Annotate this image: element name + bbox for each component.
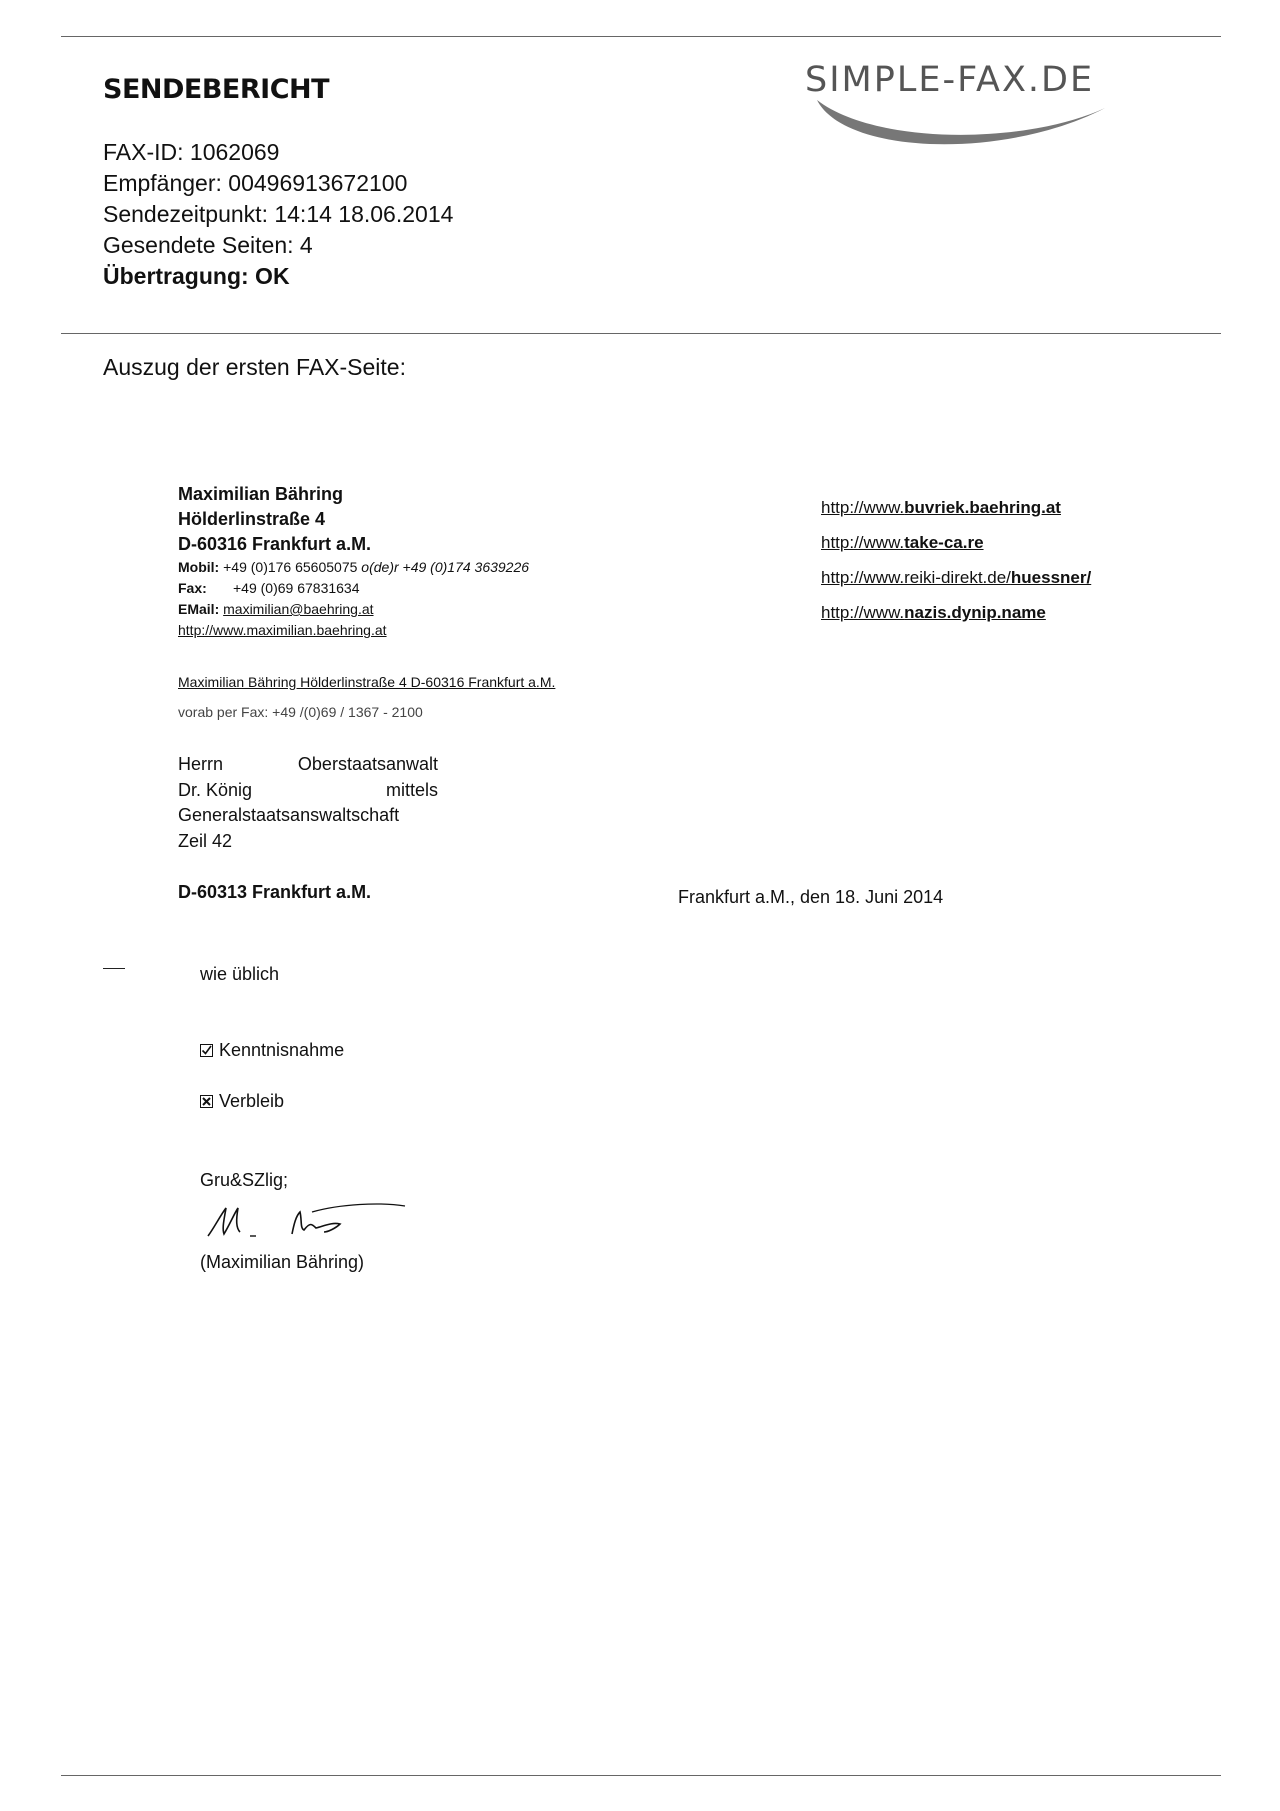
return-address: Maximilian Bähring Hölderlinstraße 4 D-60316 Frankfurt a.M. [178,674,556,690]
sender-mobil [178,557,529,578]
vorab-fax: vorab per Fax: +49 /(0)69 / 1367 - 2100 [178,704,423,720]
link-item[interactable]: http://www.buvriek.baehring.at [821,498,1061,517]
logo-swoosh-icon [805,60,1215,160]
kenntnisnahme-label: Kenntnisnahme [219,1040,345,1060]
check-icon [200,1044,213,1057]
checkbox-verbleib [200,1091,284,1112]
verbleib-label: Verbleib [219,1091,285,1111]
recipient-line-4: Zeil 42 [178,830,233,851]
cross-box-icon [200,1095,213,1108]
sender-website-link[interactable]: http://www.maximilian.baehring.at [178,622,387,638]
greeting: Gru&SZlig; [200,1170,289,1190]
excerpt-label: Auszug der ersten FAX-Seite: [103,354,406,380]
recipient-number: Empfänger: 00496913672100 [103,170,408,196]
subject-line: wie üblich [200,964,280,984]
link-item[interactable]: http://www.take-ca.re [821,533,984,552]
handwritten-signature [200,1196,410,1246]
mobil-alt: o(de)r +49 (0)174 3639226 [361,559,530,575]
bottom-divider [61,1775,1221,1776]
letter-date: Frankfurt a.M., den 18. Juni 2014 [678,887,944,907]
sender-city: D-60316 Frankfurt a.M. [178,534,372,554]
dash-mark [103,968,125,969]
recipient-address [178,752,438,854]
sender-email [178,599,529,620]
logo-text: SIMPLE-FAX.DE [805,60,1095,100]
report-meta [103,137,453,292]
report-title: SENDEBERICHT [103,74,330,105]
link-item[interactable]: http://www.reiki-direkt.de/huessner/ [821,568,1092,587]
recipient-city: D-60313 Frankfurt a.M. [178,882,372,902]
middle-divider [61,333,1221,334]
pages-sent: Gesendete Seiten: 4 [103,232,313,258]
send-time: Sendezeitpunkt: 14:14 18.06.2014 [103,201,454,227]
simple-fax-logo [805,60,1215,160]
link-item[interactable]: http://www.nazis.dynip.name [821,603,1046,622]
transmission-status: Übertragung: OK [103,263,290,289]
recipient-line-3: Generalstaatsanswaltschaft [178,805,400,825]
sender-street: Hölderlinstraße 4 [178,509,326,529]
mobil-value: +49 (0)176 65605075 [223,559,358,575]
link-list [821,490,1091,630]
signature-name: (Maximilian Bähring) [200,1252,365,1272]
email-link[interactable]: maximilian@baehring.at [223,601,374,617]
fax-id: FAX-ID: 1062069 [103,139,280,165]
top-divider [61,36,1221,37]
sender-block [178,482,529,641]
fax-value: +49 (0)69 67831634 [233,580,360,596]
mobil-label: Mobil: [178,559,220,575]
recipient-line-2: Dr. König mittels [178,779,438,800]
email-label: EMail: [178,601,220,617]
recipient-line-1: Herrn Oberstaatsanwalt [178,754,438,774]
sender-fax [178,578,529,599]
checkbox-kenntnisnahme [200,1040,344,1061]
sender-name: Maximilian Bähring [178,484,344,504]
fax-label: Fax: [178,580,207,596]
